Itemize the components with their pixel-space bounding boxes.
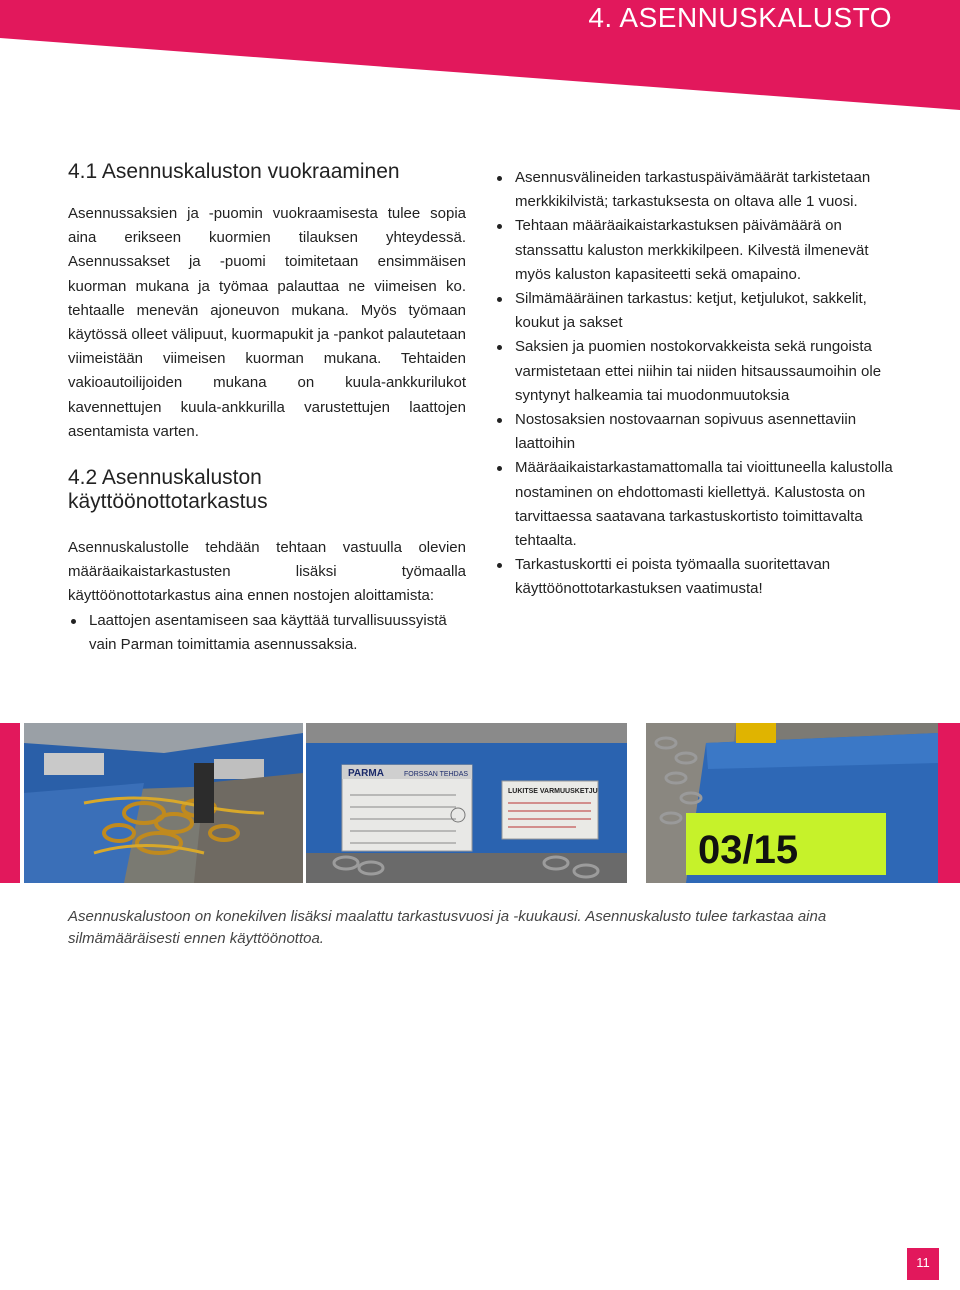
section-heading-4-2	[68, 466, 466, 514]
photo-chains	[24, 723, 303, 883]
list-item: Tarkastuskortti ei poista työmaalla suoritettavan käyttöönottotarkastuksen vaatimusta!	[494, 553, 894, 601]
section-heading-4-1	[68, 160, 466, 184]
list-item: Laattojen asentamiseen saa käyttää turvallisuussyistä vain Parman toimittamia asennussaksia.	[68, 609, 466, 657]
plate-title: LUKITSE VARMUUSKETJU	[508, 788, 598, 795]
section-1-paragraph: Asennussaksien ja -puomin vuokraamisesta tulee sopia aina erikseen kuormien tilauksen yhteydessä. Asennussakset ja -puomi toimitetaan ensimmäisen kuorman mukana ja työmaa palauttaa ne viimeisen ko. tehtaalle menevän ajoneuvon mukana. Myös työmaan käytössä olleet välipuut, kuormapukit ja -pankot palautetaan viimeistään viimeisen kuorman mukana. Tehtaiden vakioautoilijoiden mukana on kuula-ankkurilukot kavennettujen kuula-ankkurilla varustettujen laattojen asentamista varten.	[68, 205, 466, 440]
photo-inspection-mark	[646, 723, 938, 883]
plate-brand-secondary: FORSSAN TEHDAS	[404, 771, 469, 778]
list-item: Saksien ja puomien nostokorvakkeista sekä rungoista varmistetaan ettei niihin tai niiden hitsaussaumoihin ole syntynyt halkeamia tai muodonmuutoksia	[494, 335, 894, 408]
section-title: Asennuskaluston käyttöönottotarkastus	[68, 466, 268, 514]
section-2-bullet-list	[68, 609, 466, 657]
photo-caption: Asennuskalustoon on konekilven lisäksi maalattu tarkastusvuosi ja -kuukausi. Asennuskalusto tulee tarkastaa aina silmämääräisesti ennen käyttöönottoa.	[68, 908, 827, 947]
page-header-title: 4. ASENNUSKALUSTO	[588, 2, 892, 33]
section-number: 4.2	[68, 466, 98, 490]
photo-strip	[0, 723, 960, 883]
list-item: Tehtaan määräaikaistarkastuksen päivämäärä on stanssattu kaluston merkkikilpeen. Kilvestä ilmenevät myös kaluston kapasiteetti sekä omapaino.	[494, 214, 894, 287]
section-number: 4.1	[68, 160, 98, 183]
photo-parma-plate	[306, 723, 627, 883]
right-column	[494, 166, 894, 602]
list-item: Määräaikaistarkastamattomalla tai vioittuneella kalustolla nostaminen on ehdottomasti kiellettyä. Kalustosta on tarvittaessa saatavana tarkastuskortisto toimittavalta tehtaalta.	[494, 456, 894, 553]
left-column	[68, 160, 466, 657]
plate-brand: PARMA	[348, 768, 384, 779]
section-2-paragraph: Asennuskalustolle tehdään tehtaan vastuulla olevien määräaikaistarkastusten lisäksi työmaalla käyttöönottotarkastus aina ennen nostojen aloittamista:	[68, 539, 466, 605]
section-title: Asennuskaluston vuokraaminen	[101, 160, 400, 183]
inspection-date-mark: 03/15	[698, 828, 799, 872]
inspection-bullet-list	[494, 166, 894, 602]
list-item: Silmämääräinen tarkastus: ketjut, ketjulukot, sakkelit, koukut ja sakset	[494, 287, 894, 335]
page-number: 11	[907, 1248, 939, 1280]
list-item: Asennusvälineiden tarkastuspäivämäärät tarkistetaan merkkikilvistä; tarkastuksesta on oltava alle 1 vuosi.	[494, 166, 894, 214]
pink-accent-right	[938, 723, 960, 883]
list-item: Nostosaksien nostovaarnan sopivuus asennettaviin laattoihin	[494, 408, 894, 456]
pink-accent-left	[0, 723, 20, 883]
header-band	[0, 0, 960, 120]
